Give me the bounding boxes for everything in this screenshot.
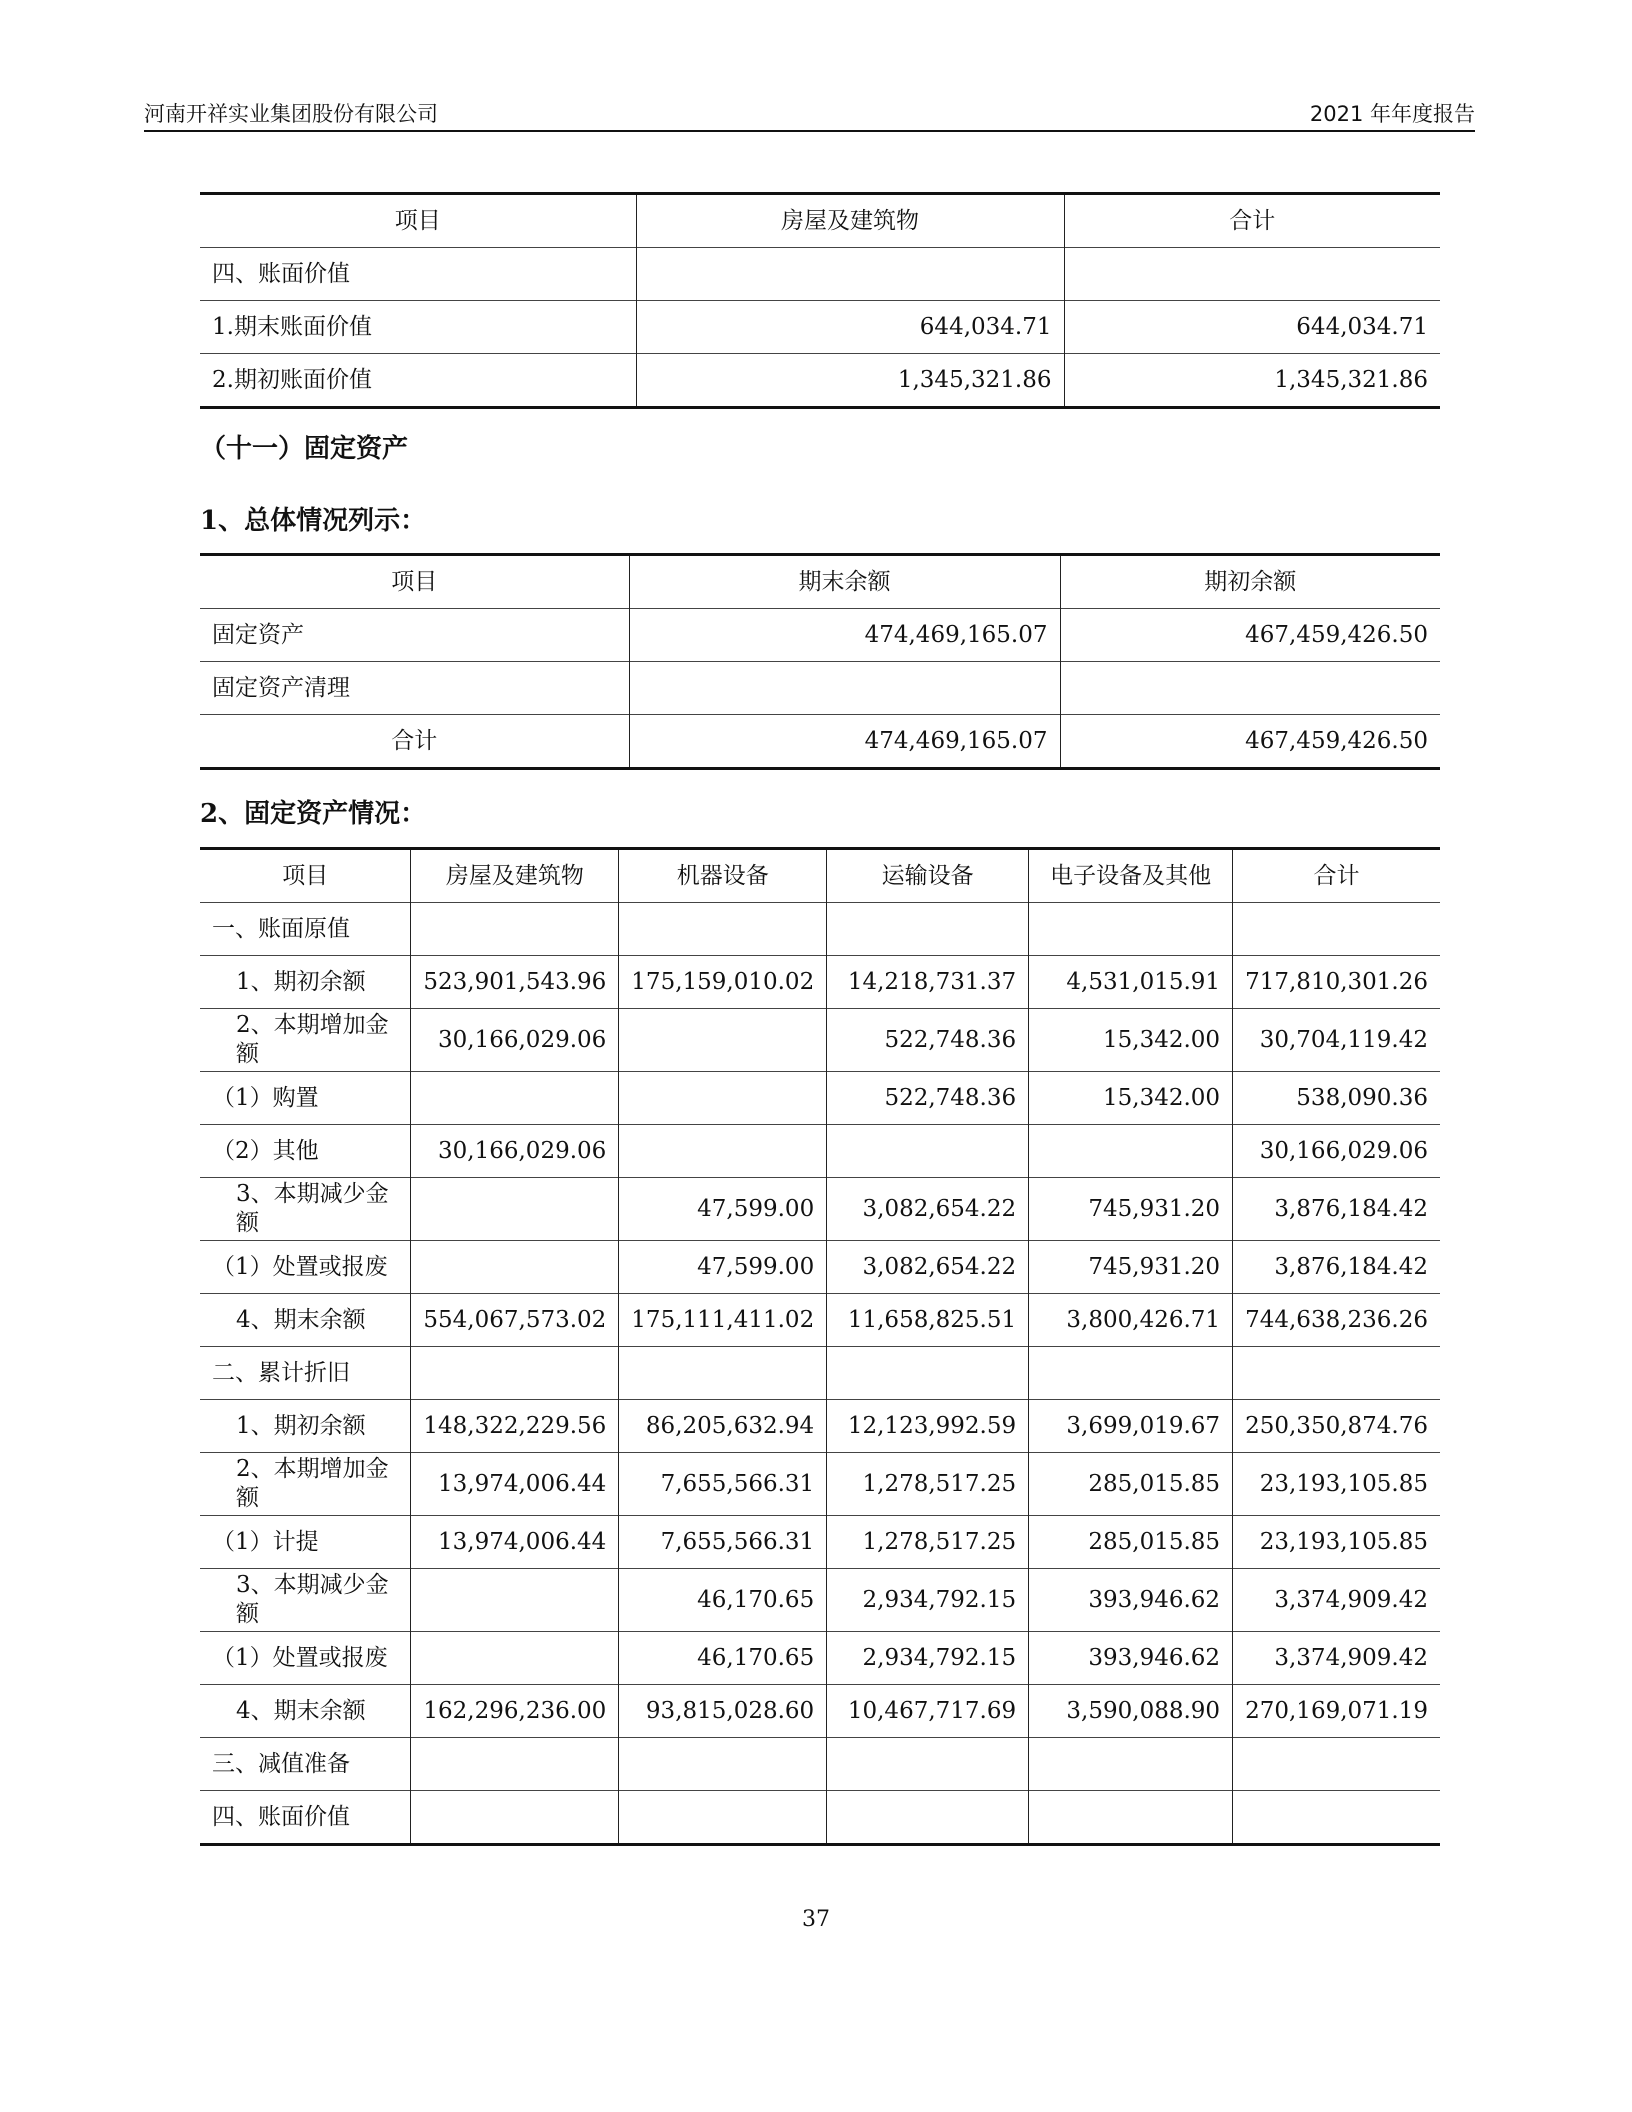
cell: 745,931.20: [1029, 1241, 1233, 1294]
cell: 14,218,731.37: [827, 956, 1029, 1009]
cell: [411, 1569, 619, 1632]
cell: 93,815,028.60: [619, 1685, 827, 1738]
cell: [1233, 1791, 1440, 1845]
row-label: 3、本期减少金额: [200, 1569, 411, 1632]
col-header: 运输设备: [827, 849, 1029, 903]
cell: 11,658,825.51: [827, 1294, 1029, 1347]
cell: 3,590,088.90: [1029, 1685, 1233, 1738]
cell: 3,374,909.42: [1233, 1632, 1440, 1685]
fixed-assets-overview-table: [200, 553, 1440, 770]
col-header: 电子设备及其他: [1029, 849, 1233, 903]
cell: 47,599.00: [619, 1241, 827, 1294]
row-label: 一、账面原值: [200, 903, 411, 956]
col-header: 房屋及建筑物: [636, 194, 1064, 248]
section-title-overview: 1、总体情况列示：: [200, 506, 427, 536]
cell: 12,123,992.59: [827, 1400, 1029, 1453]
cell: [411, 1347, 619, 1400]
cell: 393,946.62: [1029, 1632, 1233, 1685]
cell: 148,322,229.56: [411, 1400, 619, 1453]
section-title-details: 2、固定资产情况：: [200, 799, 427, 829]
table-header-row: [200, 555, 1440, 609]
col-header: 合计: [1064, 194, 1440, 248]
cell: 3,082,654.22: [827, 1241, 1029, 1294]
cell: 467,459,426.50: [1060, 609, 1440, 662]
cell: 3,800,426.71: [1029, 1294, 1233, 1347]
table-row: [200, 1125, 1440, 1178]
cell: 644,034.71: [1064, 301, 1440, 354]
cell: 522,748.36: [827, 1072, 1029, 1125]
table-header-row: [200, 849, 1440, 903]
cell: [1029, 1738, 1233, 1791]
page-header: [144, 94, 1475, 132]
cell: [1060, 662, 1440, 715]
cell: 522,748.36: [827, 1009, 1029, 1072]
table-row: [200, 1453, 1440, 1516]
cell: 7,655,566.31: [619, 1516, 827, 1569]
cell: 15,342.00: [1029, 1072, 1233, 1125]
cell: 13,974,006.44: [411, 1516, 619, 1569]
cell: 3,876,184.42: [1233, 1178, 1440, 1241]
cell: 4,531,015.91: [1029, 956, 1233, 1009]
cell: 15,342.00: [1029, 1009, 1233, 1072]
cell: 3,699,019.67: [1029, 1400, 1233, 1453]
cell: [1029, 1347, 1233, 1400]
row-label: （1）处置或报废: [200, 1241, 411, 1294]
row-label: 1.期末账面价值: [200, 301, 636, 354]
table-row: [200, 609, 1440, 662]
table-header-row: [200, 194, 1440, 248]
table-row: [200, 1738, 1440, 1791]
cell: 474,469,165.07: [629, 609, 1060, 662]
cell: [636, 248, 1064, 301]
cell: 744,638,236.26: [1233, 1294, 1440, 1347]
row-label: 1、期初余额: [200, 956, 411, 1009]
col-header: 期初余额: [1060, 555, 1440, 609]
cell: [827, 903, 1029, 956]
cell: [629, 662, 1060, 715]
table-row: [200, 1294, 1440, 1347]
row-label: 4、期末余额: [200, 1294, 411, 1347]
cell: 30,166,029.06: [411, 1125, 619, 1178]
cell: [827, 1738, 1029, 1791]
cell: [827, 1347, 1029, 1400]
row-label: 二、累计折旧: [200, 1347, 411, 1400]
cell: 7,655,566.31: [619, 1453, 827, 1516]
cell: 554,067,573.02: [411, 1294, 619, 1347]
row-label: 四、账面价值: [200, 248, 636, 301]
cell: [411, 903, 619, 956]
row-label: （1）处置或报废: [200, 1632, 411, 1685]
fixed-assets-detail-table: [200, 847, 1440, 1846]
cell: 270,169,071.19: [1233, 1685, 1440, 1738]
table-row: [200, 1241, 1440, 1294]
cell: [411, 1178, 619, 1241]
row-label: 3、本期减少金额: [200, 1178, 411, 1241]
cell: 3,876,184.42: [1233, 1241, 1440, 1294]
cell: 1,345,321.86: [1064, 354, 1440, 408]
cell: [1233, 1738, 1440, 1791]
col-header: 合计: [1233, 849, 1440, 903]
table-row: [200, 1569, 1440, 1632]
cell: 538,090.36: [1233, 1072, 1440, 1125]
table-row: [200, 248, 1440, 301]
cell: [1029, 1791, 1233, 1845]
table-row: [200, 301, 1440, 354]
col-header: 项目: [200, 849, 411, 903]
cell: 23,193,105.85: [1233, 1516, 1440, 1569]
cell: 3,082,654.22: [827, 1178, 1029, 1241]
row-label: 2、本期增加金额: [200, 1009, 411, 1072]
table-row: [200, 354, 1440, 408]
cell: 10,467,717.69: [827, 1685, 1029, 1738]
cell: 1,345,321.86: [636, 354, 1064, 408]
row-label: 4、期末余额: [200, 1685, 411, 1738]
cell: 644,034.71: [636, 301, 1064, 354]
book-value-table: [200, 192, 1440, 409]
row-label: 三、减值准备: [200, 1738, 411, 1791]
cell: 474,469,165.07: [629, 715, 1060, 769]
table-row: [200, 1347, 1440, 1400]
cell: 467,459,426.50: [1060, 715, 1440, 769]
cell: 23,193,105.85: [1233, 1453, 1440, 1516]
cell: [411, 1072, 619, 1125]
col-header: 机器设备: [619, 849, 827, 903]
table-row: [200, 1516, 1440, 1569]
cell: 162,296,236.00: [411, 1685, 619, 1738]
col-header: 房屋及建筑物: [411, 849, 619, 903]
cell: [619, 1009, 827, 1072]
col-header: 项目: [200, 194, 636, 248]
cell: 2,934,792.15: [827, 1632, 1029, 1685]
cell: [827, 1125, 1029, 1178]
col-header: 项目: [200, 555, 629, 609]
table-row: [200, 1685, 1440, 1738]
cell: [619, 903, 827, 956]
cell: 1,278,517.25: [827, 1516, 1029, 1569]
section-title-fixed-assets: （十一）固定资产: [200, 434, 409, 464]
col-header: 期末余额: [629, 555, 1060, 609]
report-title: 2021 年年度报告: [1309, 102, 1475, 126]
row-label: 固定资产清理: [200, 662, 629, 715]
table-row: [200, 1178, 1440, 1241]
cell: 285,015.85: [1029, 1453, 1233, 1516]
cell: [619, 1072, 827, 1125]
row-label: 2、本期增加金额: [200, 1453, 411, 1516]
cell: 2,934,792.15: [827, 1569, 1029, 1632]
cell: [411, 1241, 619, 1294]
cell: 30,166,029.06: [1233, 1125, 1440, 1178]
row-label: （1）计提: [200, 1516, 411, 1569]
cell: 250,350,874.76: [1233, 1400, 1440, 1453]
cell: 13,974,006.44: [411, 1453, 619, 1516]
cell: 30,704,119.42: [1233, 1009, 1440, 1072]
cell: [619, 1738, 827, 1791]
cell: 86,205,632.94: [619, 1400, 827, 1453]
cell: [619, 1347, 827, 1400]
table-row: [200, 662, 1440, 715]
cell: [1029, 1125, 1233, 1178]
cell: 285,015.85: [1029, 1516, 1233, 1569]
table-row: [200, 956, 1440, 1009]
table-row: [200, 1009, 1440, 1072]
row-label: （1）购置: [200, 1072, 411, 1125]
table-total-row: [200, 715, 1440, 769]
row-label: 2.期初账面价值: [200, 354, 636, 408]
cell: 3,374,909.42: [1233, 1569, 1440, 1632]
cell: 175,159,010.02: [619, 956, 827, 1009]
cell: 717,810,301.26: [1233, 956, 1440, 1009]
cell: [411, 1738, 619, 1791]
row-label: 合计: [200, 715, 629, 769]
cell: 46,170.65: [619, 1632, 827, 1685]
company-name: 河南开祥实业集团股份有限公司: [144, 102, 438, 126]
cell: 30,166,029.06: [411, 1009, 619, 1072]
table-row: [200, 1400, 1440, 1453]
cell: [619, 1125, 827, 1178]
table-row: [200, 1632, 1440, 1685]
cell: 46,170.65: [619, 1569, 827, 1632]
cell: 393,946.62: [1029, 1569, 1233, 1632]
page-number: 37: [802, 1907, 830, 1932]
cell: 745,931.20: [1029, 1178, 1233, 1241]
cell: [619, 1791, 827, 1845]
table-row: [200, 1791, 1440, 1845]
cell: 175,111,411.02: [619, 1294, 827, 1347]
table-row: [200, 1072, 1440, 1125]
row-label: 固定资产: [200, 609, 629, 662]
cell: [1233, 1347, 1440, 1400]
cell: [827, 1791, 1029, 1845]
cell: [1029, 903, 1233, 956]
row-label: （2）其他: [200, 1125, 411, 1178]
row-label: 1、期初余额: [200, 1400, 411, 1453]
cell: [411, 1791, 619, 1845]
cell: 1,278,517.25: [827, 1453, 1029, 1516]
cell: [411, 1632, 619, 1685]
row-label: 四、账面价值: [200, 1791, 411, 1845]
table-row: [200, 903, 1440, 956]
cell: [1064, 248, 1440, 301]
cell: [1233, 903, 1440, 956]
cell: 47,599.00: [619, 1178, 827, 1241]
cell: 523,901,543.96: [411, 956, 619, 1009]
